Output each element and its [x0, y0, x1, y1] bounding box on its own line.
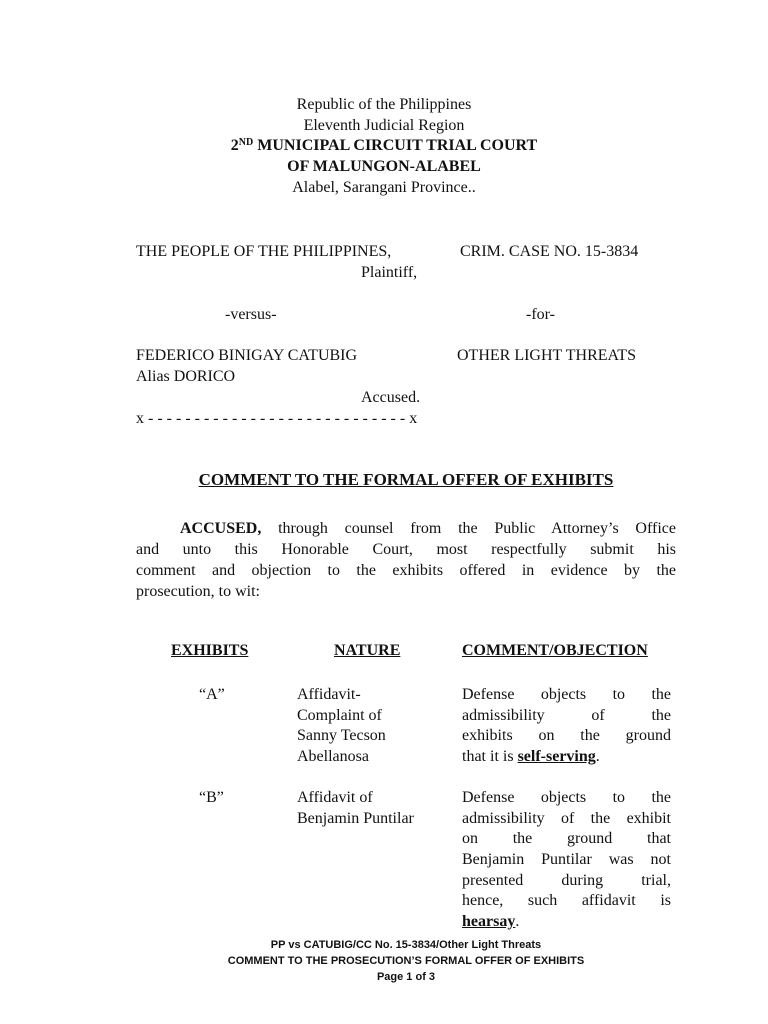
exhibit-nature-a: Affidavit- Complaint of Sanny Tecson Abellanosa	[297, 686, 386, 766]
court-ordinal-suffix: ND	[238, 137, 254, 148]
intro-lead: ACCUSED,	[180, 520, 262, 537]
exhibit-label-a: “A”	[199, 686, 225, 703]
intro-paragraph	[136, 518, 676, 602]
accused-name: FEDERICO BINIGAY CATUBIG	[136, 347, 358, 364]
intro-line-2: and unto this Honorable Court, most respectfully submit his	[136, 541, 676, 558]
footer-doc-title: COMMENT TO THE PROSECUTION’S FORMAL OFFER OF EXHIBITS	[227, 955, 585, 967]
court-name: MUNICIPAL CIRCUIT TRIAL COURT	[253, 137, 538, 154]
caption-divider: x - - - - - - - - - - - - - - - - - - - - - - - - - - - - x	[136, 410, 418, 427]
case-number: CRIM. CASE NO. 15-3834	[460, 243, 639, 260]
footer-case-ref: PP vs CATUBIG/CC No. 15-3834/Other Light Threats	[270, 939, 542, 951]
court-name-line	[0, 136, 768, 156]
court-ordinal: 2	[230, 137, 239, 154]
header-comment-objection: COMMENT/OBJECTION	[462, 642, 648, 659]
exhibit-comment-a: Defense objects to the admissibility of the exhibits on the ground that it is self-serving.	[462, 686, 671, 766]
plaintiff-role: Plaintiff,	[361, 264, 418, 281]
republic-line: Republic of the Philippines	[296, 96, 472, 113]
court-address-line: Alabel, Sarangani Province..	[292, 179, 476, 196]
header-nature: NATURE	[334, 642, 401, 659]
versus-label: -versus-	[225, 306, 277, 323]
header-exhibits: EXHIBITS	[171, 642, 249, 659]
for-label: -for-	[526, 306, 555, 323]
offense-label: OTHER LIGHT THREATS	[457, 347, 636, 364]
plaintiff-name: THE PEOPLE OF THE PHILIPPINES,	[136, 243, 392, 260]
self-serving-emphasis: self-serving	[517, 748, 596, 766]
judicial-region-line: Eleventh Judicial Region	[303, 117, 465, 134]
hearsay-emphasis: hearsay	[462, 913, 516, 931]
accused-alias: Alias DORICO	[136, 368, 236, 385]
footer-page-number: Page 1 of 3	[376, 971, 436, 983]
court-location-line: OF MALUNGON-ALABEL	[287, 158, 481, 175]
intro-line-4: prosecution, to wit:	[136, 583, 260, 600]
accused-role: Accused.	[361, 389, 421, 406]
exhibit-label-b: “B”	[199, 789, 224, 806]
exhibit-comment-b: Defense objects to the admissibility of the exhibit on the ground that Benjamin Puntilar was not presented during trial, hence, such affidavit is hearsay.	[462, 789, 671, 931]
exhibit-nature-b: Affidavit of Benjamin Puntilar	[297, 789, 414, 827]
intro-line-3: comment and objection to the exhibits offered in evidence by the	[136, 562, 676, 579]
intro-line-1: ACCUSED, through counsel from the Public Attorney’s Office	[180, 520, 676, 537]
document-title: COMMENT TO THE FORMAL OFFER OF EXHIBITS	[198, 470, 614, 489]
